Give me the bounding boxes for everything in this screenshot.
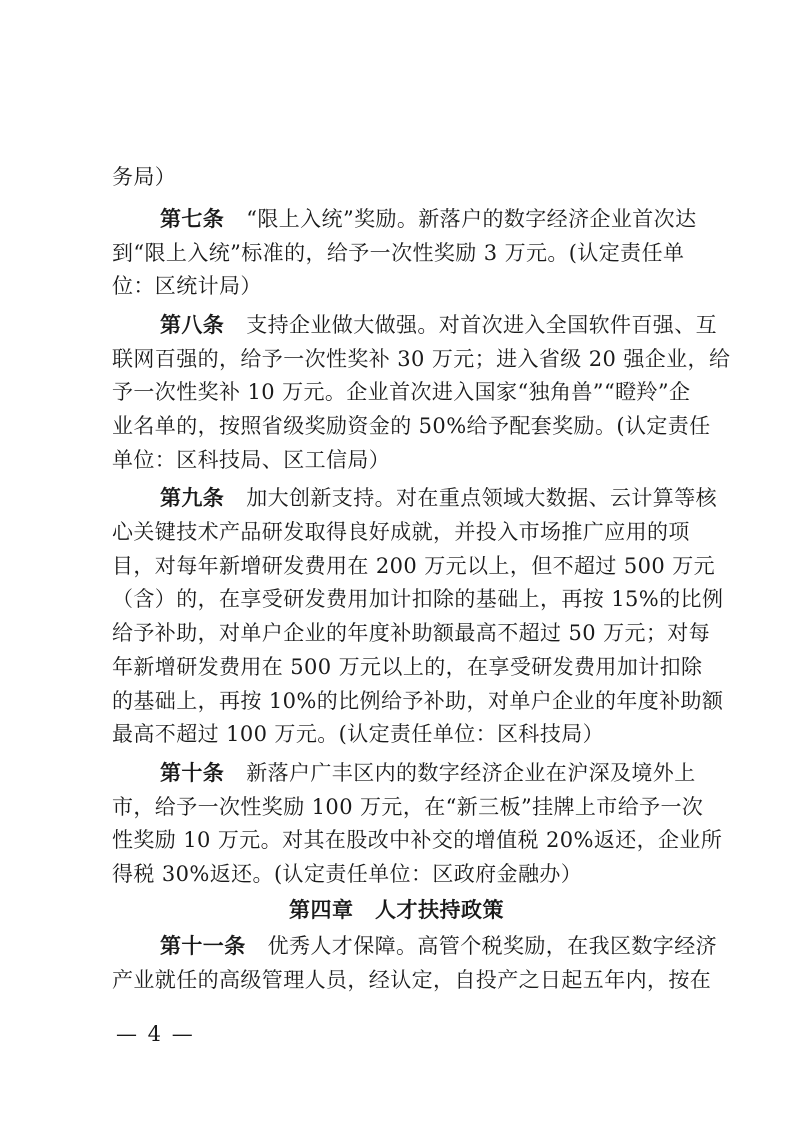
text-line: （含）的，在享受研发费用加计扣除的基础上，再按 15%的比例 — [112, 587, 724, 611]
text-line: 产业就任的高级管理人员，经认定，自投产之日起五年内，按在 — [112, 968, 712, 992]
text-line: 最高不超过 100 万元。(认定责任单位：区科技局） — [112, 722, 605, 746]
text-line: 务局） — [112, 165, 177, 189]
article-10: 第十条 新落户广丰区内的数字经济企业在沪深及境外上 — [160, 760, 696, 785]
article-heading: 第十一条 — [160, 933, 246, 958]
text-line: 目，对每年新增研发费用在 200 万元以上，但不超过 500 万元 — [112, 554, 716, 578]
article-9: 第九条 加大创新支持。对在重点领域大数据、云计算等核 — [160, 485, 718, 510]
text-line: 予一次性奖补 10 万元。企业首次进入国家“独角兽”“瞪羚”企 — [112, 380, 691, 404]
article-heading: 第九条 — [160, 485, 225, 510]
text-line: 性奖励 10 万元。对其在股改中补交的增值税 20%返还，企业所 — [112, 828, 723, 852]
article-heading: 第十条 — [160, 760, 225, 785]
article-heading: 第七条 — [160, 206, 225, 231]
text-line: 业名单的，按照省级奖励资金的 50%给予配套奖励。(认定责任 — [112, 414, 711, 438]
text-line: 位：区统计局） — [112, 274, 262, 298]
text-line: 市，给予一次性奖励 100 万元，在“新三板”挂牌上市给予一次 — [112, 795, 704, 819]
chapter-title: 第四章 人才扶持政策 — [289, 897, 504, 922]
text-line: 心关键技术产品研发取得良好成就，并投入市场推广应用的项 — [112, 520, 690, 544]
article-7: 第七条 “限上入统”奖励。新落户的数字经济企业首次达 — [160, 206, 697, 231]
text-line: 得税 30%返还。(认定责任单位：区政府金融办） — [112, 862, 583, 886]
text-line: 联网百强的，给予一次性奖补 30 万元；进入省级 20 强企业，给 — [112, 347, 731, 371]
text-line: 到“限上入统”标准的，给予一次性奖励 3 万元。(认定责任单 — [112, 241, 685, 265]
page-number: — 4 — — [116, 1022, 195, 1046]
text-line: 单位：区科技局、区工信局） — [112, 448, 391, 472]
article-11: 第十一条 优秀人才保障。高管个税奖励，在我区数字经济 — [160, 933, 718, 958]
article-8: 第八条 支持企业做大做强。对首次进入全国软件百强、互 — [160, 312, 718, 337]
text-line: 给予补助，对单户企业的年度补助额最高不超过 50 万元；对每 — [112, 621, 711, 645]
article-heading: 第八条 — [160, 312, 225, 337]
text-line: 的基础上，再按 10%的比例给予补助，对单户企业的年度补助额 — [112, 689, 724, 713]
text-line: 年新增研发费用在 500 万元以上的，在享受研发费用加计扣除 — [112, 655, 703, 679]
